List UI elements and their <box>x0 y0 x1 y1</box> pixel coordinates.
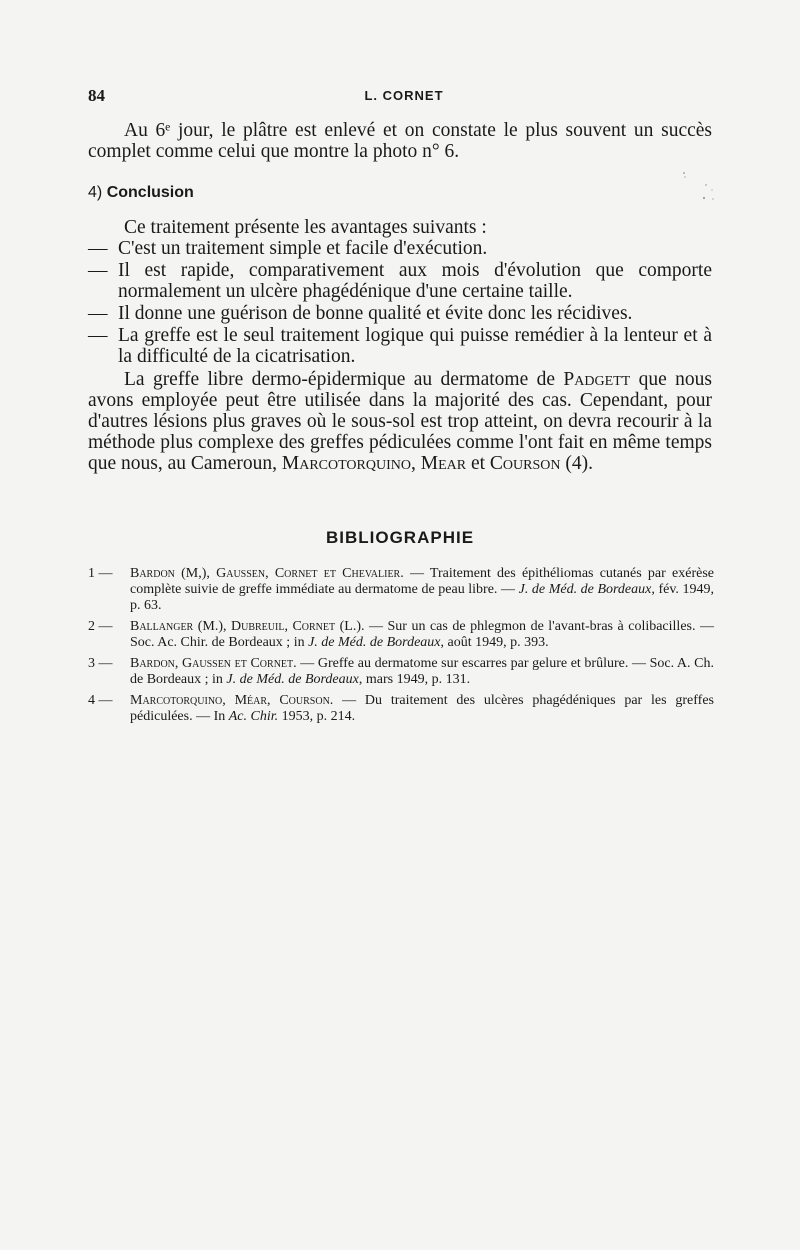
entry-tail: , mars 1949, p. 131. <box>358 672 471 687</box>
entry-text: — Sur un cas de phlegmon de l'avant-bras à colibacilles. — Soc. Ac. Chir. de Bordeaux ; in <box>130 619 714 650</box>
entry-journal: J. de Méd. de Bordeaux <box>518 582 652 597</box>
section-number: 4) <box>88 184 103 201</box>
body-text <box>88 120 712 474</box>
entry-tail: 1953, p. 214. <box>278 709 356 724</box>
section-heading-conclusion <box>88 182 712 203</box>
author-name: Padgett <box>563 369 631 390</box>
text-span: que nous avons employée peut être utilisée dans la majorité des cas. Cependant, pour d'autres lésions plus graves où le sous-sol est trop atteint, on devra recourir à la méthode plus complexe des greffes pédiculées comme l'ont fait en même temps que nous, au Cameroun, <box>88 369 712 474</box>
entry-authors: Bardon, Gaussen et Cornet. <box>130 656 297 671</box>
list-dash: — <box>88 325 108 346</box>
entry-authors: Bardon (M,), Gaussen, Cornet et Chevalier. <box>130 566 404 581</box>
entry-number: 2 — <box>88 619 113 634</box>
bibliography-entry <box>88 566 714 614</box>
entry-authors: Ballanger (M.), Dubreuil, Cornet (L.). <box>130 619 365 634</box>
paragraph-plaster-removal: Au 6ᵉ jour, le plâtre est enlevé et on constate le plus souvent un succès complet comme celui que montre la photo n° 6. <box>88 120 712 162</box>
entry-tail: , août 1949, p. 393. <box>440 635 549 650</box>
list-item <box>88 325 712 367</box>
text-span: , <box>410 453 421 474</box>
list-item-text: C'est un traitement simple et facile d'exécution. <box>118 238 488 259</box>
entry-text: — Greffe au dermatome sur escarres par gelure et brûlure. — Soc. A. Ch. de Bordeaux ; in <box>130 656 714 687</box>
entry-journal: Ac. Chir. <box>228 709 279 724</box>
text-span: La greffe libre dermo-épidermique au dermatome de <box>124 369 564 390</box>
bibliography-entry <box>88 656 714 688</box>
entry-number: 1 — <box>88 566 113 581</box>
page-header <box>88 86 720 110</box>
entry-journal: J. de Méd. de Bordeaux <box>308 635 441 650</box>
running-head: L. CORNET <box>364 88 444 103</box>
list-item-text: Il donne une guérison de bonne qualité et évite donc les récidives. <box>118 303 633 324</box>
list-dash: — <box>88 303 108 324</box>
author-name: Courson <box>489 453 561 474</box>
entry-journal: J. de Méd. de Bordeaux <box>226 672 359 687</box>
scan-specks <box>676 165 716 205</box>
entry-authors: Marcotorquino, Méar, Courson. <box>130 693 334 708</box>
list-item <box>88 260 712 302</box>
list-dash: — <box>88 238 108 259</box>
paragraph-advantages-intro: Ce traitement présente les avantages suivants : <box>124 217 487 238</box>
text-span: (4). <box>560 453 593 474</box>
list-dash: — <box>88 260 108 281</box>
entry-number: 3 — <box>88 656 113 671</box>
bibliography-list <box>88 566 714 730</box>
section-title: Conclusion <box>106 184 194 201</box>
entry-number: 4 — <box>88 693 113 708</box>
page-number: 84 <box>88 86 105 105</box>
bibliography-entry <box>88 619 714 651</box>
bibliography-title: BIBLIOGRAPHIE <box>325 528 475 547</box>
paragraph-graft-method <box>88 369 712 474</box>
bibliography-entry <box>88 693 714 725</box>
list-item-text: La greffe est le seul traitement logique qui puisse remédier à la lenteur et à la difficulté de la cicatrisation. <box>118 325 712 367</box>
list-item <box>88 303 712 324</box>
entry-text: — Du traitement des ulcères phagédéniques par les greffes pédiculées. — In <box>130 693 714 724</box>
author-name: Marcotorquino <box>281 453 411 474</box>
author-name: Mear <box>420 453 467 474</box>
entry-text: — Traitement des épithéliomas cutanés par exérèse complète suivie de greffe immédiate au dermatome de peau libre. — <box>130 566 714 597</box>
entry-tail: , fév. 1949, p. 63. <box>130 582 715 613</box>
list-item <box>88 238 712 259</box>
text-span: et <box>466 453 490 474</box>
list-item-text: Il est rapide, comparativement aux mois d'évolution que comporte normalement un ulcère phagédénique d'une certaine taille. <box>118 260 712 302</box>
